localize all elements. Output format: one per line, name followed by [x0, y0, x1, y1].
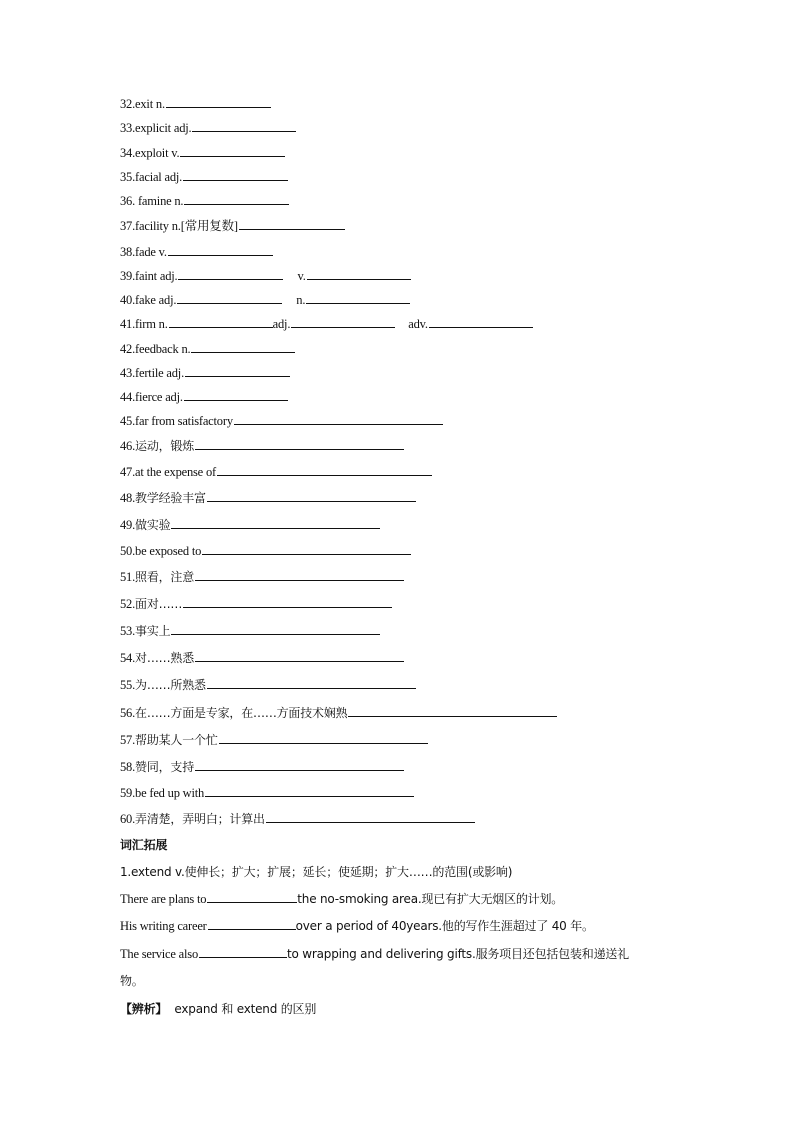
item-text: at the expense of: [135, 465, 216, 479]
item-number: 39.: [120, 269, 136, 283]
item-extra-label: adv.: [408, 317, 428, 331]
item-text: 教学经验丰富: [135, 491, 206, 505]
answer-blank[interactable]: [348, 705, 557, 717]
answer-blank[interactable]: [199, 946, 287, 958]
list-item: [120, 569, 404, 585]
item-number: 33.: [120, 121, 136, 135]
section-heading: 词汇拓展: [120, 838, 168, 852]
answer-blank[interactable]: [195, 650, 404, 662]
answer-blank[interactable]: [171, 517, 380, 529]
item-number: 44.: [120, 390, 136, 404]
item-text: 运动，锻炼: [135, 439, 195, 453]
item-number: 54.: [120, 651, 136, 665]
answer-blank[interactable]: [168, 244, 273, 256]
example-sentence: [120, 918, 594, 934]
answer-blank[interactable]: [183, 596, 392, 608]
item-text: fake adj.: [135, 293, 177, 307]
answer-blank[interactable]: [192, 120, 296, 132]
item-text: exploit v.: [135, 146, 180, 160]
vocab-entry: [120, 864, 512, 880]
item-number: 42.: [120, 342, 136, 356]
list-item: [120, 244, 273, 260]
answer-blank[interactable]: [239, 218, 345, 230]
item-number: 45.: [120, 414, 136, 428]
list-item: [120, 438, 404, 454]
item-number: 60.: [120, 812, 136, 826]
item-number: 57.: [120, 733, 136, 747]
note-line: [120, 1001, 316, 1017]
list-item: [120, 464, 432, 480]
item-text: 帮助某人一个忙: [135, 733, 218, 747]
item-number: 49.: [120, 518, 136, 532]
list-item: [120, 785, 414, 801]
list-item: [120, 145, 285, 161]
list-item: [120, 413, 443, 429]
item-number: 56.: [120, 706, 136, 720]
list-item: [120, 705, 557, 721]
answer-blank[interactable]: [191, 341, 295, 353]
list-item: [120, 341, 295, 357]
item-number: 36.: [120, 194, 136, 208]
answer-blank[interactable]: [205, 785, 414, 797]
item-number: 58.: [120, 760, 136, 774]
item-text: faint adj.: [135, 269, 178, 283]
item-number: 50.: [120, 544, 136, 558]
item-text: 为……所熟悉: [135, 678, 206, 692]
item-text: 弄清楚，弄明白；计算出: [135, 812, 265, 826]
list-item: [120, 218, 345, 234]
item-text: 赞同，支持: [135, 760, 195, 774]
item-number: 43.: [120, 366, 136, 380]
answer-blank[interactable]: [219, 732, 428, 744]
item-number: 59.: [120, 786, 136, 800]
item-number: 53.: [120, 624, 136, 638]
answer-blank[interactable]: [291, 316, 395, 328]
example-text-after: to wrapping and delivering gifts.服务项目还包括包装和递送礼: [287, 947, 629, 961]
answer-blank[interactable]: [429, 316, 533, 328]
answer-blank[interactable]: [177, 292, 282, 304]
item-text: 事实上: [135, 624, 171, 638]
list-item: [120, 650, 404, 666]
item-text: feedback n.: [135, 342, 191, 356]
item-number: 38.: [120, 245, 136, 259]
answer-blank[interactable]: [195, 759, 404, 771]
item-text: 在……方面是专家，在……方面技术娴熟: [135, 706, 348, 720]
example-text-before: His writing career: [120, 919, 207, 933]
item-text: 对……熟悉: [135, 651, 195, 665]
answer-blank[interactable]: [208, 918, 296, 930]
answer-blank[interactable]: [207, 891, 297, 903]
example-continuation: 物。: [120, 974, 144, 988]
answer-blank[interactable]: [195, 569, 404, 581]
example-text-before: The service also: [120, 947, 199, 961]
item-text: 做实验: [135, 518, 171, 532]
item-number: 35.: [120, 170, 136, 184]
item-text: fertile adj.: [135, 366, 184, 380]
answer-blank[interactable]: [207, 677, 416, 689]
item-text: exit n.: [135, 97, 165, 111]
item-text: facility n.[常用复数]: [135, 219, 238, 233]
list-item: [120, 759, 404, 775]
item-text: fade v.: [135, 245, 167, 259]
list-item: [120, 193, 289, 209]
list-item: [120, 96, 271, 112]
list-item: [120, 623, 380, 639]
list-item: [120, 268, 411, 284]
item-text: be fed up with: [135, 786, 205, 800]
answer-blank[interactable]: [184, 193, 289, 205]
answer-blank[interactable]: [195, 438, 404, 450]
item-number: 48.: [120, 491, 136, 505]
list-item: [120, 543, 411, 559]
item-number: 40.: [120, 293, 136, 307]
item-text: explicit adj.: [135, 121, 192, 135]
example-text-before: There are plans to: [120, 892, 207, 906]
item-text: fierce adj.: [135, 390, 183, 404]
item-number: 52.: [120, 597, 136, 611]
item-number: 55.: [120, 678, 136, 692]
item-number: 47.: [120, 465, 136, 479]
example-text-after: the no-smoking area.现已有扩大无烟区的计划。: [297, 892, 564, 906]
answer-blank[interactable]: [217, 464, 432, 476]
list-item: [120, 490, 416, 506]
list-item: [120, 365, 290, 381]
answer-blank[interactable]: [169, 316, 273, 328]
example-sentence: [120, 891, 563, 907]
answer-blank[interactable]: [166, 96, 271, 108]
list-item: [120, 316, 533, 332]
list-item: [120, 596, 392, 612]
item-text: famine n.: [135, 194, 184, 208]
item-number: 51.: [120, 570, 136, 584]
example-text-after: over a period of 40years.他的写作生涯超过了 40 年。: [295, 919, 594, 933]
item-number: 46.: [120, 439, 136, 453]
example-sentence: [120, 946, 629, 962]
item-text: facial adj.: [135, 170, 183, 184]
list-item: [120, 732, 428, 748]
answer-blank[interactable]: [202, 543, 411, 555]
item-extra-label: adj.: [272, 317, 291, 331]
item-number: 41.: [120, 317, 136, 331]
list-item: [120, 292, 410, 308]
list-item: [120, 677, 416, 693]
item-extra-label: v.: [297, 269, 306, 283]
item-extra-label: n.: [296, 293, 306, 307]
vocab-entry-text: 1.extend v.使伸长；扩大；扩展；延长；使延期；扩大……的范围(或影响): [120, 865, 513, 879]
answer-blank[interactable]: [266, 811, 475, 823]
item-text: 面对……: [135, 597, 183, 611]
answer-blank[interactable]: [171, 623, 380, 635]
item-number: 32.: [120, 97, 136, 111]
answer-blank[interactable]: [306, 292, 410, 304]
answer-blank[interactable]: [183, 169, 288, 181]
list-item: [120, 120, 296, 136]
answer-blank[interactable]: [178, 268, 283, 280]
answer-blank[interactable]: [180, 145, 285, 157]
answer-blank[interactable]: [184, 389, 288, 401]
item-text: be exposed to: [135, 544, 202, 558]
note-label: 【辨析】: [120, 1002, 168, 1016]
answer-blank[interactable]: [234, 413, 443, 425]
list-item: [120, 169, 288, 185]
answer-blank[interactable]: [307, 268, 411, 280]
item-number: 37.: [120, 219, 136, 233]
item-text: firm n.: [135, 317, 168, 331]
list-item: [120, 517, 380, 533]
list-item: [120, 389, 288, 405]
item-number: 34.: [120, 146, 136, 160]
answer-blank[interactable]: [185, 365, 290, 377]
note-text: expand 和 extend 的区别: [167, 1002, 317, 1016]
list-item: [120, 811, 475, 827]
item-text: far from satisfactory: [135, 414, 233, 428]
item-text: 照看，注意: [135, 570, 195, 584]
answer-blank[interactable]: [207, 490, 416, 502]
